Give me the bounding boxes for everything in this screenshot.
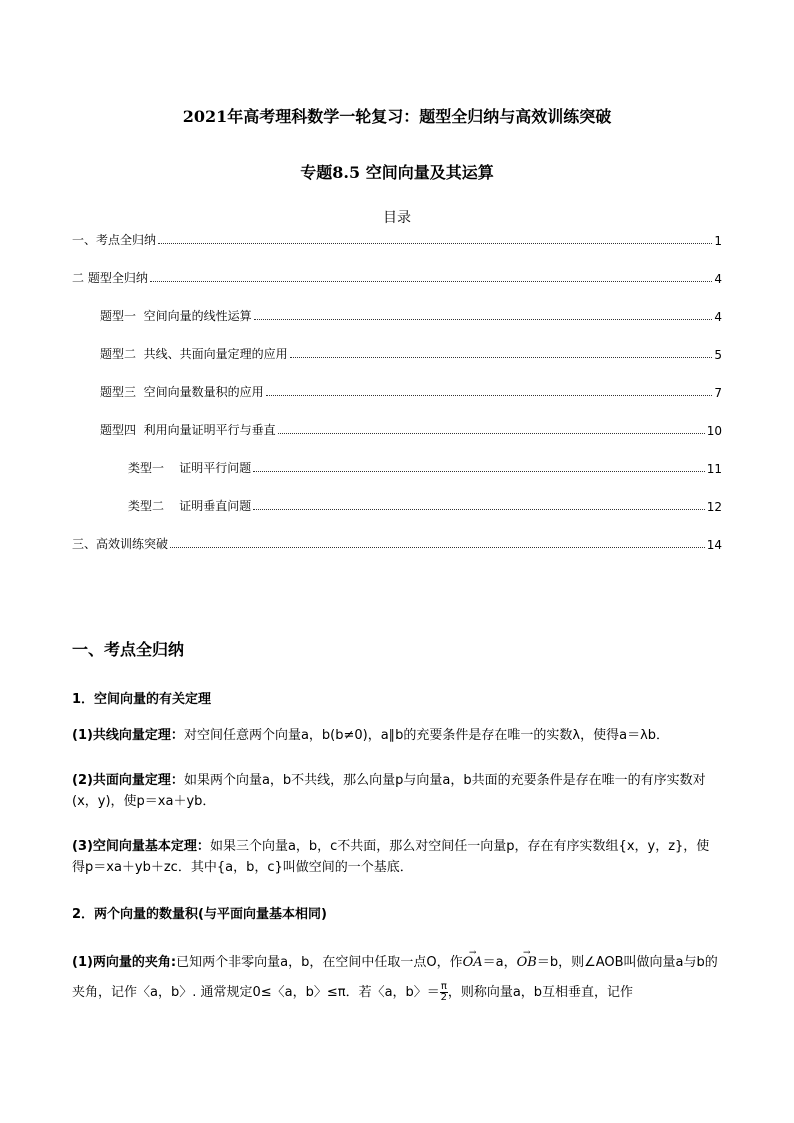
toc-leader-dots (150, 280, 713, 282)
toc-entry[interactable] (100, 344, 722, 362)
toc-leader-dots (253, 508, 704, 510)
paragraph-basis-theorem (72, 836, 722, 878)
toc-leader-dots (170, 546, 705, 548)
section-heading: 一、考点全归纳 (72, 640, 185, 659)
toc-entry-page: 7 (714, 386, 722, 400)
toc-entry-label: 二 题型全归纳 (72, 271, 148, 285)
toc-entry-label: 题型一 空间向量的线性运算 (100, 309, 252, 323)
text-angle-part2: ＝a， (482, 955, 517, 970)
toc-entry-page: 1 (714, 234, 722, 248)
text-angle-part4: ，则称向量a，b互相垂直，记作 (447, 985, 634, 1000)
toc-entry[interactable] (100, 382, 722, 400)
toc-entry[interactable] (128, 496, 722, 514)
toc-leader-dots (254, 318, 713, 320)
toc-entry-page: 10 (706, 424, 722, 438)
text-collinear: 对空间任意两个向量a，b(b≠0)，a∥b的充要条件是存在唯一的实数λ，使得a＝λb． (183, 728, 670, 743)
subsection-heading-dot-product: 2．两个向量的数量积(与平面向量基本相同) (72, 907, 327, 922)
fraction-pi-over-2 (440, 982, 448, 1003)
toc-entry-page: 14 (706, 538, 722, 552)
toc-entry-label: 类型二 证明垂直问题 (128, 499, 252, 513)
text-coplanar: 如果两个向量a，b不共线，那么向量p与向量a，b共面的充要条件是存在唯一的有序实数对(x，y)，使p＝xa＋yb． (72, 773, 706, 809)
toc-entry[interactable] (100, 420, 722, 438)
toc-entry-page: 5 (714, 348, 722, 362)
document-title: 2021年高考理科数学一轮复习：题型全归纳与高效训练突破 (182, 107, 612, 126)
toc-entry-label: 题型三 空间向量数量积的应用 (100, 385, 264, 399)
toc-entry[interactable] (72, 268, 722, 286)
paragraph-collinear-theorem (72, 725, 722, 746)
toc-entry[interactable] (72, 230, 722, 248)
toc-entry-page: 12 (706, 500, 722, 514)
document-subtitle: 专题8.5 空间向量及其运算 (300, 163, 494, 182)
toc-entry-label: 题型二 共线、共面向量定理的应用 (100, 347, 288, 361)
term-coplanar: (2)共面向量定理： (72, 773, 184, 788)
text-angle-part1: 已知两个非零向量a，b，在空间中任取一点O，作 (176, 955, 463, 970)
toc-leader-dots (253, 470, 704, 472)
toc-entry-page: 11 (706, 462, 722, 476)
toc-entry[interactable] (72, 534, 722, 552)
toc-leader-dots (266, 394, 713, 396)
paragraph-angle-definition (72, 948, 722, 1008)
vector-ob: → OB (517, 948, 537, 978)
fraction-denominator: 2 (440, 992, 448, 1003)
toc-entry-page: 4 (714, 310, 722, 324)
toc-entry-label: 类型一 证明平行问题 (128, 461, 252, 475)
fraction-numerator: π (440, 981, 447, 992)
text-angle-part3: ＝b，则∠AOB叫做向量a与b的夹角，记作〈a，b〉. 通常规定0≤〈a，b〉≤π．若〈a，b〉＝ (72, 955, 718, 1000)
term-basis: (3)空间向量基本定理： (72, 839, 210, 854)
paragraph-coplanar-theorem (72, 770, 722, 812)
subsection-heading-theorems: 1．空间向量的有关定理 (72, 692, 212, 707)
text-basis: 如果三个向量a，b，c不共面，那么对空间任一向量p，存在有序实数组{x，y，z}，使得p＝xa＋yb＋zc．其中{a，b，c}叫做空间的一个基底． (72, 839, 710, 875)
toc-leader-dots (278, 432, 705, 434)
toc-entry[interactable] (100, 306, 722, 324)
vector-oa: → OA (463, 948, 483, 978)
toc-heading: 目录 (383, 210, 411, 226)
toc-entry-page: 4 (714, 272, 722, 286)
toc-leader-dots (290, 356, 713, 358)
term-angle: (1)两向量的夹角: (72, 955, 177, 970)
toc-entry-label: 题型四 利用向量证明平行与垂直 (100, 423, 276, 437)
toc-entry-label: 一、考点全归纳 (72, 233, 157, 247)
toc-entry-label: 三、高效训练突破 (72, 537, 169, 551)
term-collinear: (1)共线向量定理： (72, 728, 184, 743)
toc-leader-dots (158, 242, 712, 244)
toc-entry[interactable] (128, 458, 722, 476)
